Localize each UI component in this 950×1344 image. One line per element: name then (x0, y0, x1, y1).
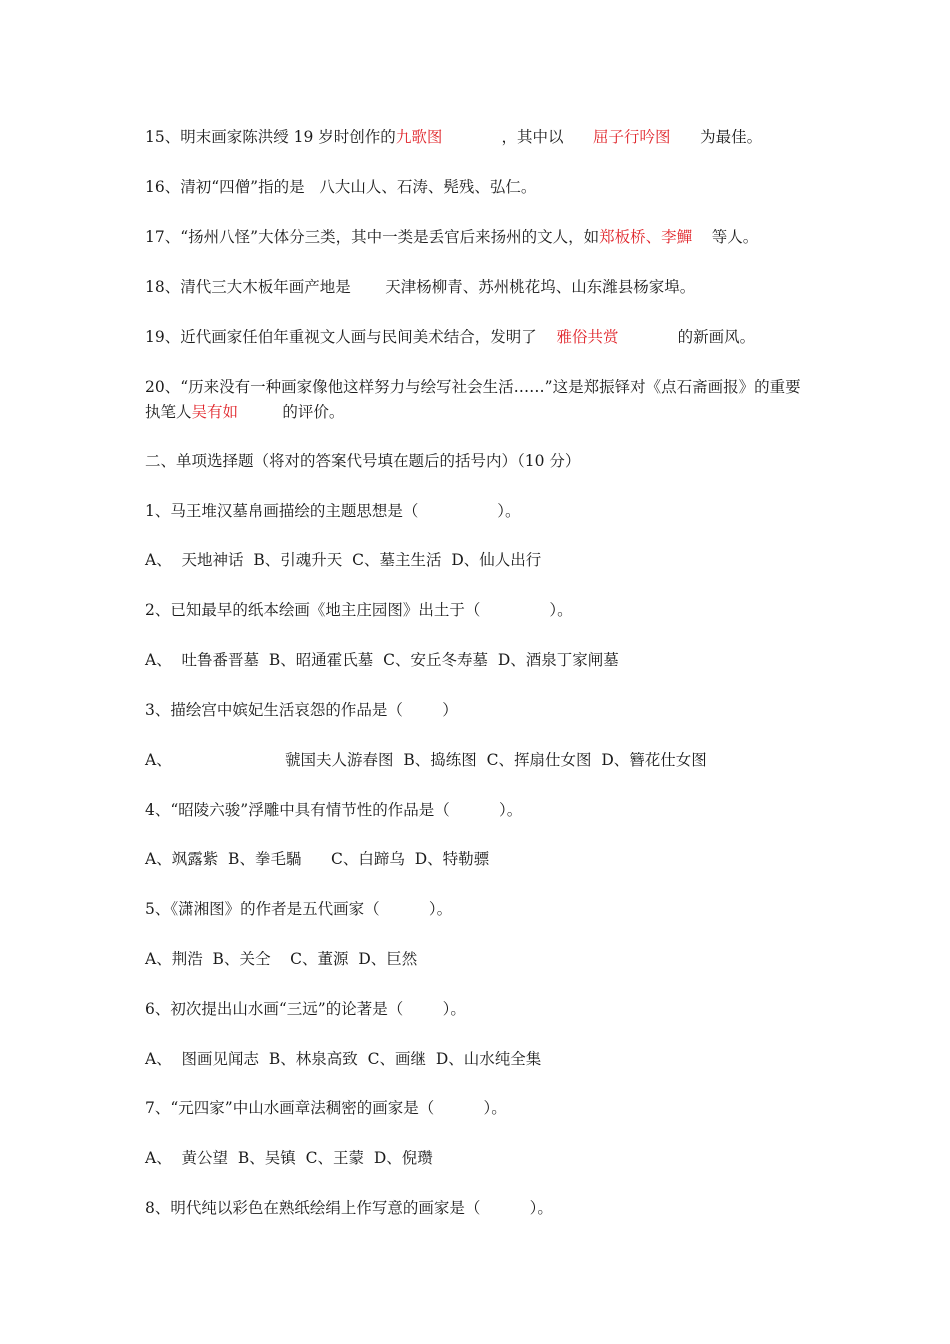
question-18: 18、清代三大木板年画产地是 天津杨柳青、苏州桃花坞、山东潍县杨家埠。 (145, 278, 696, 296)
answer-text: 郑板桥、李鱓 (599, 228, 693, 246)
answer-text: 吴有如 (191, 403, 239, 421)
question-16: 16、清初“四僧”指的是 八大山人、石涛、髡残、弘仁。 (145, 178, 537, 196)
question-2: 2、已知最早的纸本绘画《地主庄园图》出土于（ ）。 (145, 601, 573, 619)
question-7: 7、“元四家”中山水画章法稠密的画家是（ ）。 (145, 1099, 507, 1117)
answer-text: 屈子行吟图 (593, 128, 671, 146)
question-17: 17、“扬州八怪”大体分三类，其中一类是丢官后来扬州的文人，如郑板桥、李鱓 等人。 (145, 228, 759, 246)
question-5: 5、《潇湘图》的作者是五代画家（ ）。 (145, 900, 453, 918)
answer-text: 雅俗共赏 (556, 328, 619, 346)
question-6: 6、初次提出山水画“三远”的论著是（ ）。 (145, 1000, 466, 1018)
question-4: 4、“昭陵六骏”浮雕中具有情节性的作品是（ ）。 (145, 801, 523, 819)
question-20: 20、“历来没有一种画家像他这样努力与绘写社会生活……”这是郑振铎对《点石斋画报》的重要执笔人吴有如 的评价。 (145, 378, 801, 421)
question-19: 19、近代画家任伯年重视文人画与民间美术结合，发明了 雅俗共赏 的新画风。 (145, 328, 756, 346)
options-6: A、 图画见闻志 B、林泉高致 C、画继 D、山水纯全集 (145, 1050, 542, 1068)
answer-text: 九歌图 (395, 128, 443, 146)
options-5: A、荆浩 B、关仝 C、董源 D、巨然 (145, 950, 418, 968)
options-2: A、 吐鲁番晋墓 B、昭通霍氏墓 C、安丘冬寿墓 D、酒泉丁家闸墓 (145, 651, 619, 669)
question-1: 1、马王堆汉墓帛画描绘的主题思想是（ ）。 (145, 502, 521, 520)
question-15: 15、明末画家陈洪绶 19 岁时创作的九歌图 ，其中以 屈子行吟图 为最佳。 (145, 128, 763, 146)
question-8: 8、明代纯以彩色在熟纸绘绢上作写意的画家是（ ）。 (145, 1199, 553, 1217)
options-3: A、 虢国夫人游春图 B、捣练图 C、挥扇仕女图 D、簪花仕女图 (145, 751, 707, 769)
question-3: 3、描绘宫中嫔妃生活哀怨的作品是（ ） (145, 701, 458, 719)
section-heading: 二、单项选择题（将对的答案代号填在题后的括号内）（10 分） (145, 452, 581, 470)
options-7: A、 黄公望 B、吴镇 C、王蒙 D、倪瓒 (145, 1149, 433, 1167)
options-4: A、飒露紫 B、拳毛騧 C、白蹄乌 D、特勒骠 (145, 850, 490, 868)
options-1: A、 天地神话 B、引魂升天 C、墓主生活 D、仙人出行 (145, 551, 542, 569)
